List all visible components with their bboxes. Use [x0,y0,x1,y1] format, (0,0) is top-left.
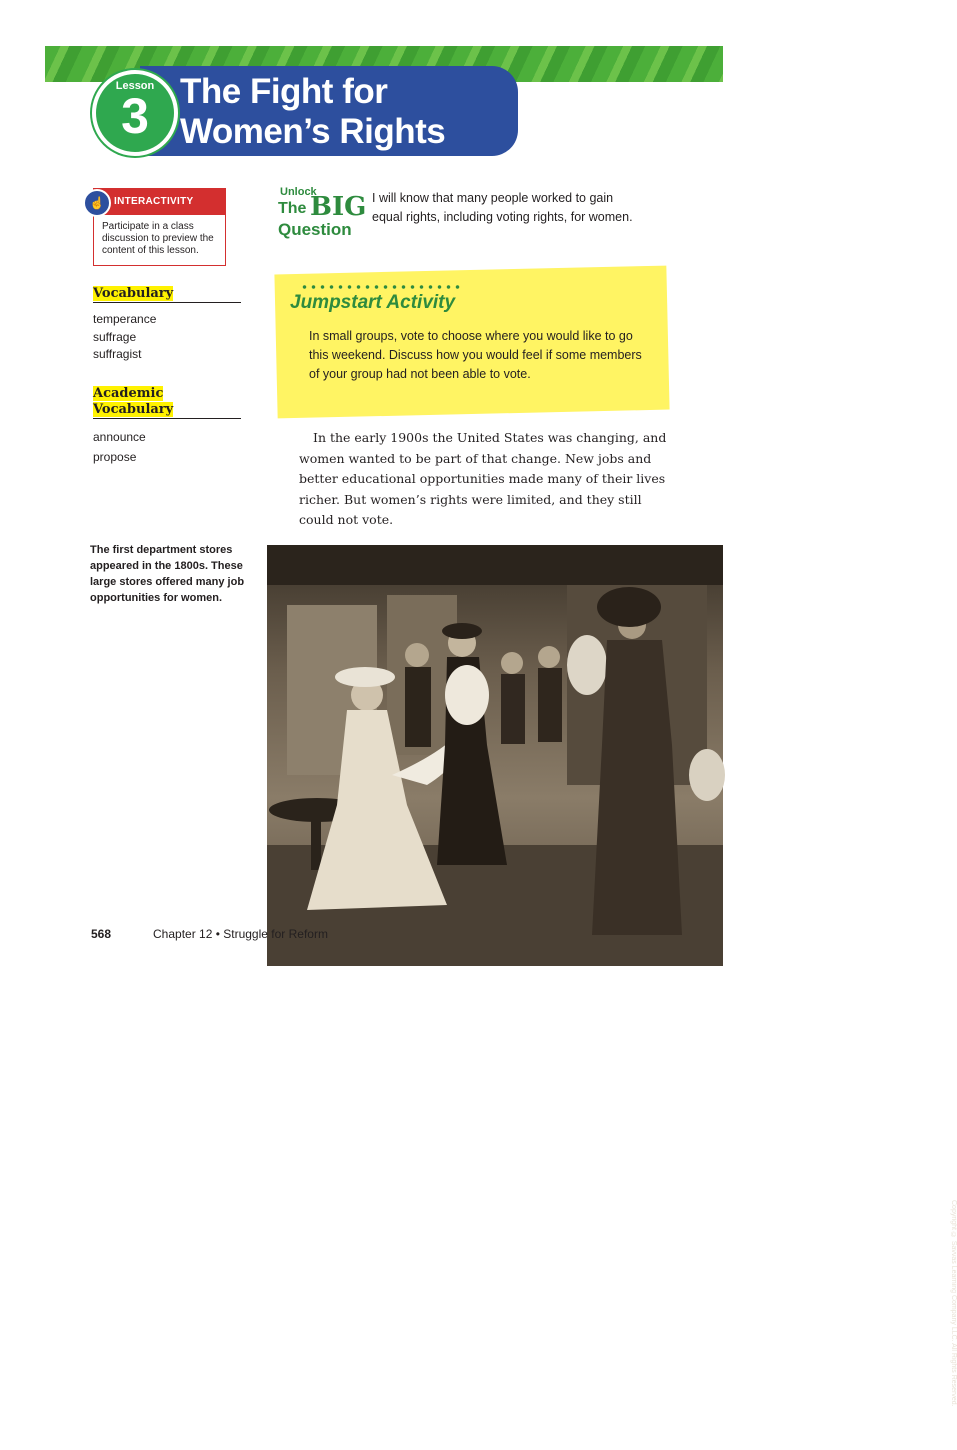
lesson-badge [92,70,178,156]
jumpstart-dots [300,283,460,291]
interactivity-label: INTERACTIVITY [94,189,225,215]
department-store-photo [267,545,957,1407]
interactivity-box[interactable] [89,188,226,266]
vocab-term: temperance [93,312,157,326]
footer-chapter-title: Chapter 12 • Struggle for Reform [153,927,328,941]
big-question-text: I will know that many people worked to gain equal rights, including voting rights, for women. [372,191,633,224]
title-line-2: Women’s Rights [180,112,446,151]
academic-term: propose [93,449,137,464]
title-line-1: The Fight for [180,72,388,111]
vocab-term: suffrage [93,329,137,344]
academic-vocabulary-heading: Academic Vocabulary [93,386,241,419]
photo-credit: Copyright © Savvas Learning Company LLC. All Rights Reserved. [950,1200,957,1407]
jumpstart-text: In small groups, vote to choose where you would like to go this weekend. Discuss how you would feel if some members of your group had not been able to vote. [309,329,642,381]
hand-pointer-icon: ☝ [83,189,111,217]
jumpstart-title: Jumpstart Activity [290,292,456,313]
big-question-logo: Unlock The BIG Question [278,186,367,239]
body-paragraph: In the early 1900s the United States was changing, and women wanted to be part of that change. New jobs and better educational opportunities made many of their lives richer. But women’s rights were limited, and they still could not vote. [299,430,667,527]
lesson-title [180,72,510,152]
academic-vocabulary-list [93,429,146,466]
vocabulary-heading: Vocabulary [93,286,241,303]
lesson-label: Lesson [115,80,155,92]
photo-caption: The first department stores appeared in the 1800s. These large stores offered many job opportunities for women. [90,544,245,604]
vocabulary-list [93,311,156,364]
lesson-number: 3 [121,88,149,144]
vocab-term: suffragist [93,347,142,361]
page-number: 568 [91,927,112,941]
academic-term: announce [93,430,146,444]
interactivity-text: Participate in a class discussion to preview the content of this lesson. [102,221,214,256]
